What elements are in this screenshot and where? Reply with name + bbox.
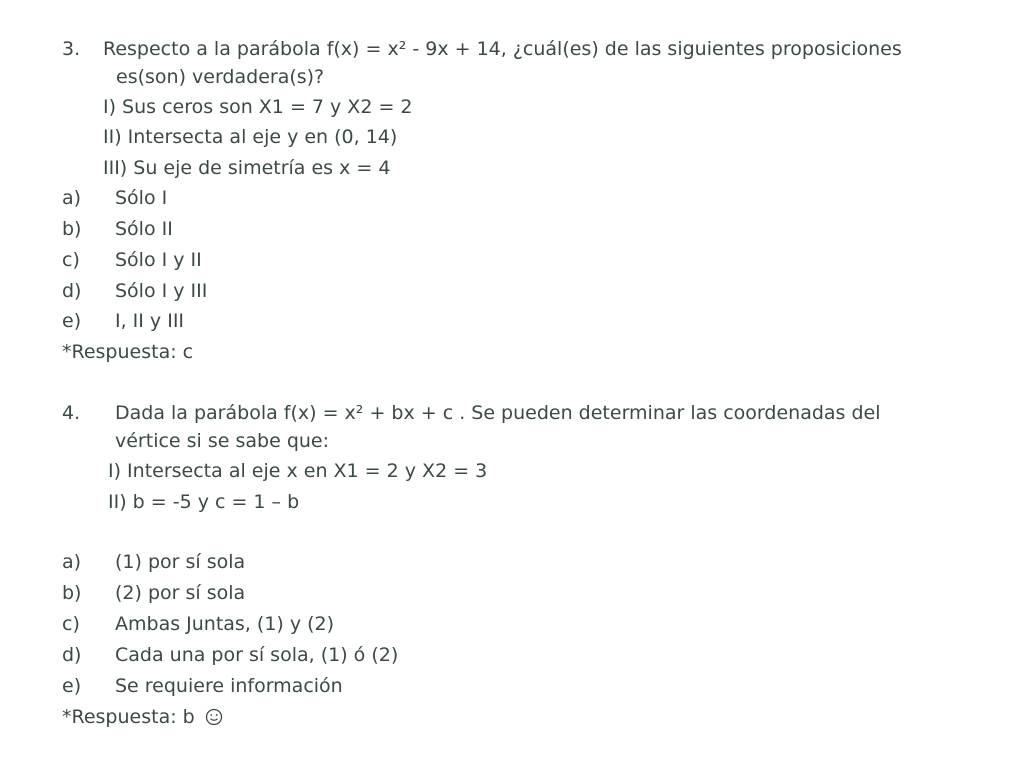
option-text: (1) por sí sola	[115, 551, 246, 573]
question-4-number: 4.	[62, 402, 81, 424]
option-letter: e)	[62, 310, 82, 332]
question-4-text-line1: Dada la parábola f(x) = x² + bx + c . Se pueden determinar las coordenadas del	[115, 402, 881, 424]
option-letter: d)	[62, 280, 82, 302]
option-letter: e)	[62, 675, 82, 697]
question-3-text-line2: es(son) verdadera(s)?	[116, 66, 325, 88]
question-number	[62, 34, 80, 64]
option-text: Ambas Juntas, (1) y (2)	[115, 613, 335, 635]
option-d	[62, 640, 399, 670]
option-e	[62, 671, 343, 701]
option-letter: d)	[62, 644, 82, 666]
question-3-text-line1: Respecto a la parábola f(x) = x² - 9x + 14, ¿cuál(es) de las siguientes proposiciones	[103, 38, 902, 60]
option-c	[62, 609, 335, 639]
statement-item: I) Sus ceros son X1 = 7 y X2 = 2	[103, 96, 413, 118]
option-e	[62, 306, 185, 336]
answer-line	[62, 702, 223, 735]
option-text: Cada una por sí sola, (1) ó (2)	[115, 644, 399, 666]
option-letter: c)	[62, 613, 80, 635]
option-letter: c)	[62, 249, 80, 271]
answer-text: *Respuesta: c	[62, 341, 194, 363]
statement-item: II) b = -5 y c = 1 – b	[108, 491, 300, 513]
smiley-face-icon	[205, 705, 223, 735]
statement-item: I) Intersecta al eje x en X1 = 2 y X2 = 3	[108, 460, 488, 482]
option-b	[62, 214, 173, 244]
option-text: Sólo I y II	[115, 249, 202, 271]
statement-item: II) Intersecta al eje y en (0, 14)	[103, 126, 398, 148]
answer-text: *Respuesta: b	[62, 706, 195, 728]
option-letter: b)	[62, 218, 82, 240]
option-text: Sólo I	[115, 187, 168, 209]
question-4-text-line2: vértice si se sabe que:	[115, 430, 330, 452]
question-3-number: 3.	[62, 38, 81, 60]
option-letter: a)	[62, 187, 82, 209]
option-text: I, II y III	[115, 310, 185, 332]
option-b	[62, 578, 246, 608]
option-text: Sólo II	[115, 218, 173, 240]
option-text: Sólo I y III	[115, 280, 208, 302]
option-letter: b)	[62, 582, 82, 604]
option-a	[62, 547, 246, 577]
option-text: Se requiere información	[115, 675, 343, 697]
option-text: (2) por sí sola	[115, 582, 246, 604]
option-d	[62, 276, 208, 306]
option-letter: a)	[62, 551, 82, 573]
statement-item: III) Su eje de simetría es x = 4	[103, 157, 391, 179]
option-c	[62, 245, 202, 275]
option-a	[62, 183, 168, 213]
